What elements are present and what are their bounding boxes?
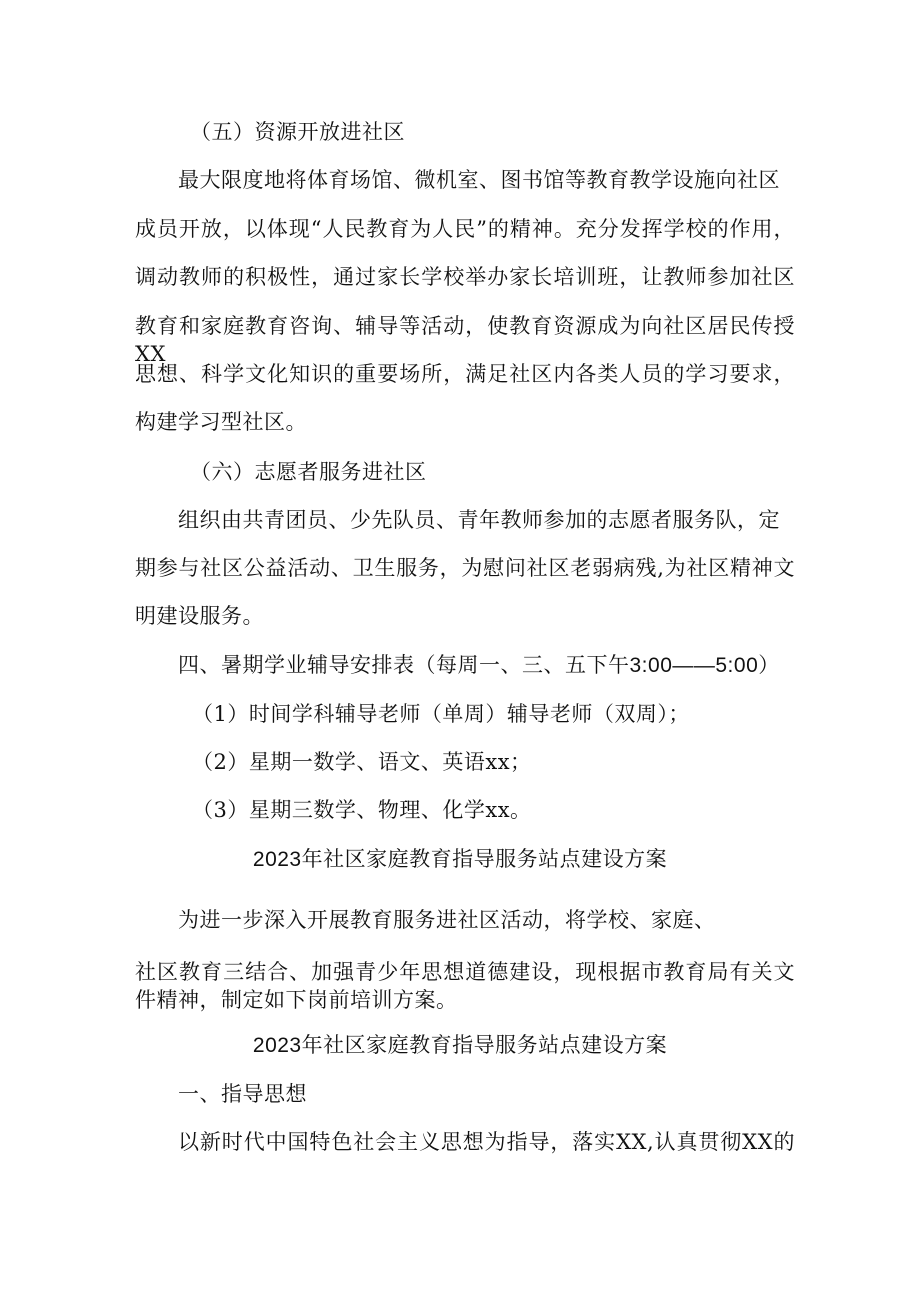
paragraph-line: 调动教师的积极性，通过家长学校举办家长培训班，让教师参加社区 bbox=[135, 265, 795, 289]
paragraph-line: 最大限度地将体育场馆、微机室、图书馆等教育教学设施向社区 bbox=[178, 168, 780, 192]
paragraph-line: 成员开放，以体现“人民教育为人民”的精神。充分发挥学校的作用， bbox=[135, 217, 795, 241]
paragraph-line: 明建设服务。 bbox=[135, 604, 264, 628]
document-title: 2023年社区家庭教育指导服务站点建设方案 bbox=[252, 1034, 668, 1057]
paragraph-line: 教育和家庭教育咨询、辅导等活动，使教育资源成为向社区居民传授XX bbox=[135, 314, 795, 366]
schedule-item: （3）星期三数学、物理、化学xx。 bbox=[192, 798, 532, 822]
paragraph-line: 件精神，制定如下岗前培训方案。 bbox=[135, 988, 458, 1012]
document-title: 2023年社区家庭教育指导服务站点建设方案 bbox=[252, 848, 668, 871]
paragraph-line: 思想、科学文化知识的重要场所，满足社区内各类人员的学习要求， bbox=[135, 362, 795, 386]
section-heading-5: （五）资源开放进社区 bbox=[190, 120, 405, 144]
paragraph-line: 社区教育三结合、加强青少年思想道德建设，现根据市教育局有关文 bbox=[135, 960, 795, 984]
section-heading-6: （六）志愿者服务进社区 bbox=[190, 460, 427, 484]
paragraph-line: 组织由共青团员、少先队员、青年教师参加的志愿者服务队，定 bbox=[178, 508, 780, 532]
paragraph-line: 构建学习型社区。 bbox=[135, 410, 307, 434]
schedule-item: （1）时间学科辅导老师（单周）辅导老师（双周）； bbox=[192, 702, 690, 726]
paragraph-line: 期参与社区公益活动、卫生服务，为慰问社区老弱病残,为社区精神文 bbox=[135, 556, 795, 580]
schedule-item: （2）星期一数学、语文、英语xx； bbox=[192, 750, 532, 774]
section-heading-schedule: 四、暑期学业辅导安排表（每周一、三、五下午3:00——5:00） bbox=[178, 654, 780, 677]
section-heading-guiding: 一、指导思想 bbox=[178, 1082, 307, 1106]
paragraph-line: 以新时代中国特色社会主义思想为指导，落实XX,认真贯彻XX的 bbox=[178, 1130, 795, 1154]
paragraph-line: 为进一步深入开展教育服务进社区活动，将学校、家庭、 bbox=[178, 908, 716, 932]
